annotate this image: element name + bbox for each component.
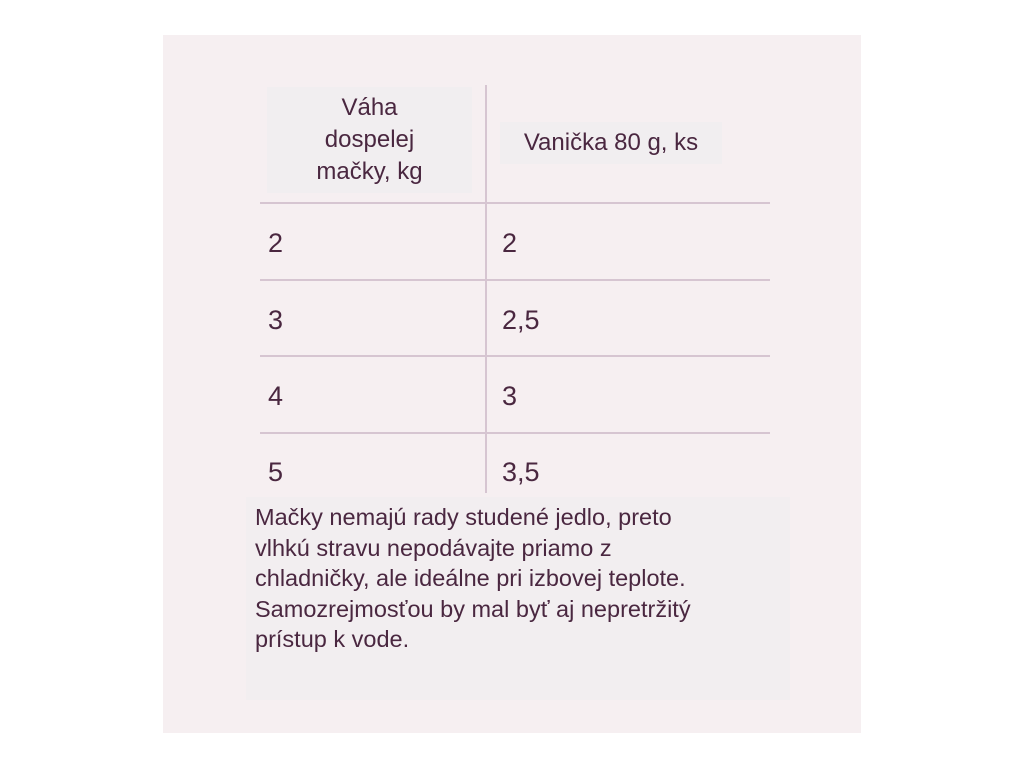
row-divider	[260, 355, 770, 357]
header-portion-label: Vanička 80 g, ks	[523, 129, 699, 156]
cell-portion-row-1: 2	[502, 228, 518, 258]
cell-weight-row-1: 2	[268, 228, 284, 258]
cell-portion-row-2: 2,5	[502, 305, 540, 335]
cell-portion-row-4: 3,5	[502, 457, 540, 487]
cell-weight-row-3: 4	[268, 381, 284, 411]
row-divider	[260, 202, 770, 204]
header-weight	[267, 87, 472, 193]
cell-portion-row-3: 3	[502, 381, 518, 411]
row-divider	[260, 432, 770, 434]
header-weight-label: Váha dospelej mačky, kg	[316, 94, 423, 185]
feeding-table	[260, 85, 770, 493]
feeding-note: Mačky nemajú rady studené jedlo, preto vlhkú stravu nepodávajte priamo z chladničky, ale ideálne pri izbovej teplote. Samozrejmosťou by mal byť aj nepretržitý prístup k vode.	[255, 504, 691, 652]
cell-weight-row-4: 5	[268, 457, 284, 487]
header-portion	[500, 122, 722, 164]
cell-weight-row-2: 3	[268, 305, 284, 335]
row-divider	[260, 279, 770, 281]
